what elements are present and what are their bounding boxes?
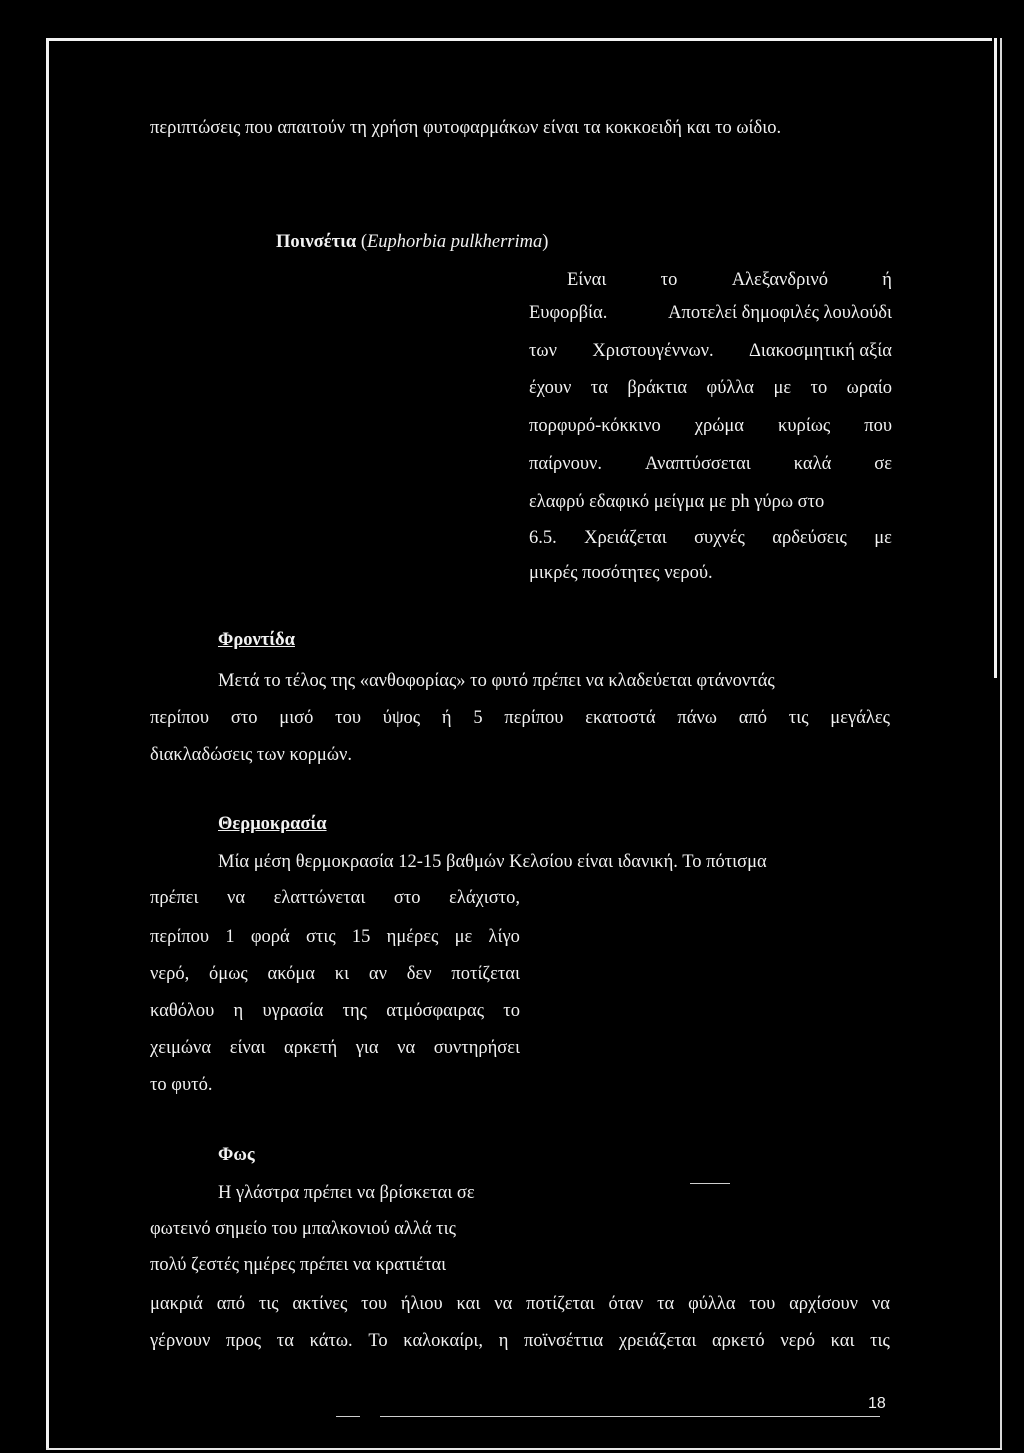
word: για: [355, 1038, 379, 1058]
poinsettia-line: [567, 268, 892, 292]
word: να: [494, 1294, 513, 1314]
word: τις: [788, 708, 809, 728]
word: ποτίζεται: [526, 1294, 595, 1314]
temperature-line: [218, 850, 767, 874]
word: συντηρήσει: [433, 1038, 520, 1058]
word: να: [397, 1038, 416, 1058]
word: ωραίο: [846, 378, 892, 398]
temperature-line: [150, 886, 520, 910]
word: μακριά: [150, 1294, 203, 1314]
word: Το: [368, 1331, 388, 1351]
poinsettia-title: Ποινσέτια (Euphorbia pulkherrima): [276, 232, 549, 252]
word: στο: [230, 708, 258, 728]
care-line: [150, 706, 890, 730]
page-frame-right-outer: [1000, 38, 1002, 1450]
word: συχνές: [694, 528, 745, 548]
poinsettia-line: [529, 561, 713, 585]
word: λίγο: [488, 927, 520, 947]
word: καθόλου: [150, 1001, 215, 1021]
word: περίπου: [150, 927, 210, 947]
word: φορά: [250, 927, 290, 947]
word: να: [871, 1294, 890, 1314]
word: χρώμα: [694, 416, 744, 436]
word: Ευφορβία.: [529, 303, 608, 323]
word: ελαφρύ εδαφικό μείγμα με ph γύρω στο: [529, 492, 825, 512]
word: αρδεύσεις: [772, 528, 847, 548]
word: Χριστουγέννων.: [592, 341, 714, 361]
footer-rule: [380, 1416, 880, 1417]
word: του: [361, 1294, 388, 1314]
word: περίπου: [150, 708, 210, 728]
word: προς: [225, 1331, 262, 1351]
word: από: [216, 1294, 245, 1314]
temperature-line: [150, 925, 520, 949]
word: ακτίνες: [292, 1294, 348, 1314]
word: εκατοστά: [585, 708, 656, 728]
word: με: [773, 378, 792, 398]
word: έχουν: [529, 378, 572, 398]
light-heading: Φως: [218, 1145, 255, 1165]
word: ποτίζεται: [451, 964, 520, 984]
intro-line: περιπτώσεις που απαιτούν τη χρήση φυτοφαρμάκων είναι τα κοκκοειδή και το ωίδιο.: [150, 118, 782, 138]
poinsettia-line: [529, 301, 892, 325]
word: χειμώνα: [150, 1038, 212, 1058]
word: στο: [393, 888, 421, 908]
light-line: [150, 1329, 890, 1353]
word: μεγάλες: [830, 708, 890, 728]
temperature-line: [150, 999, 520, 1023]
poinsettia-line: [529, 526, 892, 550]
word: κάτω.: [309, 1331, 353, 1351]
word: Αποτελεί δημοφιλές λουλούδι: [668, 303, 892, 323]
page-frame-top: [46, 38, 992, 41]
care-line: [218, 669, 775, 693]
poinsettia-line: [529, 490, 824, 514]
word: το: [660, 270, 678, 290]
poinsettia-line: [529, 339, 892, 363]
temperature-line: [150, 1036, 520, 1060]
word: με: [454, 927, 473, 947]
word: Η γλάστρα πρέπει να βρίσκεται σε: [218, 1183, 475, 1203]
word: και: [830, 1331, 855, 1351]
word: ή: [882, 270, 892, 290]
temperature-line: [150, 1073, 212, 1097]
word: γέρνουν: [150, 1331, 211, 1351]
word: ακόμα: [267, 964, 315, 984]
word: παίρνουν.: [529, 454, 603, 474]
word: ήλιου: [400, 1294, 443, 1314]
word: μικρές ποσότητες νερού.: [529, 563, 713, 583]
word: του: [335, 708, 362, 728]
word: είναι: [229, 1038, 266, 1058]
word: Χρειάζεται: [584, 528, 667, 548]
word: 6.5.: [529, 528, 557, 548]
word: διακλαδώσεις των κορμών.: [150, 745, 353, 765]
word: των: [529, 341, 557, 361]
word: τα: [276, 1331, 294, 1351]
word: πολύ ζεστές ημέρες πρέπει να κρατιέται: [150, 1255, 447, 1275]
temperature-heading: Θερμοκρασία: [218, 814, 327, 834]
word: αρκετή: [284, 1038, 338, 1058]
word: πορφυρό-κόκκινο: [529, 416, 661, 436]
poinsettia-line: [529, 414, 892, 438]
page-frame-left: [46, 38, 49, 1450]
word: νερό,: [150, 964, 190, 984]
word: Αλεξανδρινό: [731, 270, 828, 290]
word: τις: [870, 1331, 890, 1351]
word: Μετά το τέλος της «ανθοφορίας» το φυτό πρέπει να κλαδεύεται φτάνοντάς: [218, 671, 775, 691]
word: Αναπτύσσεται: [644, 454, 751, 474]
word: νερό: [780, 1331, 815, 1351]
word: ή: [441, 708, 452, 728]
page-frame-bottom: [46, 1448, 1002, 1450]
word: Μία μέση θερμοκρασία 12-15 βαθμών Κελσίου είναι ιδανική. Το πότισμα: [218, 852, 767, 872]
word: τις: [258, 1294, 279, 1314]
word: 15: [351, 927, 371, 947]
word: αρκετό: [711, 1331, 765, 1351]
word: καλά: [793, 454, 832, 474]
word: κι: [334, 964, 350, 984]
word: 1: [225, 927, 235, 947]
word: και: [456, 1294, 481, 1314]
word: αρχίσουν: [789, 1294, 858, 1314]
word: της: [342, 1001, 367, 1021]
word: περίπου: [504, 708, 564, 728]
word: σε: [874, 454, 892, 474]
light-line: [150, 1217, 456, 1241]
word: που: [864, 416, 892, 436]
word: κυρίως: [778, 416, 831, 436]
word: δεν: [406, 964, 432, 984]
word: τα: [590, 378, 608, 398]
page-frame-right: [994, 38, 997, 678]
word: ατμόσφαιρας: [386, 1001, 485, 1021]
word: βράκτια: [627, 378, 688, 398]
word: Διακοσμητική αξία: [749, 341, 892, 361]
word: φύλλα: [688, 1294, 736, 1314]
page-number: 18: [868, 1395, 886, 1412]
word: φύλλα: [706, 378, 755, 398]
poinsettia-latin-name: Euphorbia pulkherrima: [367, 232, 543, 252]
footer-mark: [336, 1416, 360, 1417]
word: πρέπει: [150, 888, 199, 908]
word: ύψος: [382, 708, 421, 728]
light-line: [150, 1292, 890, 1316]
word: καλοκαίρι,: [403, 1331, 484, 1351]
poinsettia-line: [529, 452, 892, 476]
word: η: [233, 1001, 244, 1021]
word: ελαττώνεται: [273, 888, 366, 908]
temperature-line: [150, 962, 520, 986]
word: όμως: [209, 964, 248, 984]
word: να: [226, 888, 246, 908]
word: το φυτό.: [150, 1075, 213, 1095]
word: ελάχιστο,: [449, 888, 520, 908]
word: 5: [473, 708, 483, 728]
poinsettia-line: [529, 376, 892, 400]
word: στις: [305, 927, 336, 947]
word: του: [749, 1294, 776, 1314]
word: υγρασία: [262, 1001, 324, 1021]
word: φωτεινό σημείο του μπαλκονιού αλλά τις: [150, 1219, 456, 1239]
word: από: [738, 708, 768, 728]
word: μισό: [279, 708, 314, 728]
light-line: [150, 1253, 446, 1277]
word: το: [810, 378, 828, 398]
care-line: [150, 743, 352, 767]
word: αν: [368, 964, 387, 984]
light-line: [218, 1181, 475, 1205]
word: χρειάζεται: [618, 1331, 697, 1351]
word: το: [503, 1001, 520, 1021]
word: με: [874, 528, 892, 548]
word: η: [498, 1331, 509, 1351]
word: ημέρες: [386, 927, 439, 947]
word: τα: [657, 1294, 675, 1314]
word: ποϊνσέττια: [524, 1331, 604, 1351]
scan-mark: [690, 1183, 730, 1184]
word: Είναι: [567, 270, 607, 290]
care-heading: Φροντίδα: [218, 630, 295, 650]
word: όταν: [608, 1294, 644, 1314]
poinsettia-name: Ποινσέτια: [276, 232, 357, 252]
word: πάνω: [677, 708, 717, 728]
